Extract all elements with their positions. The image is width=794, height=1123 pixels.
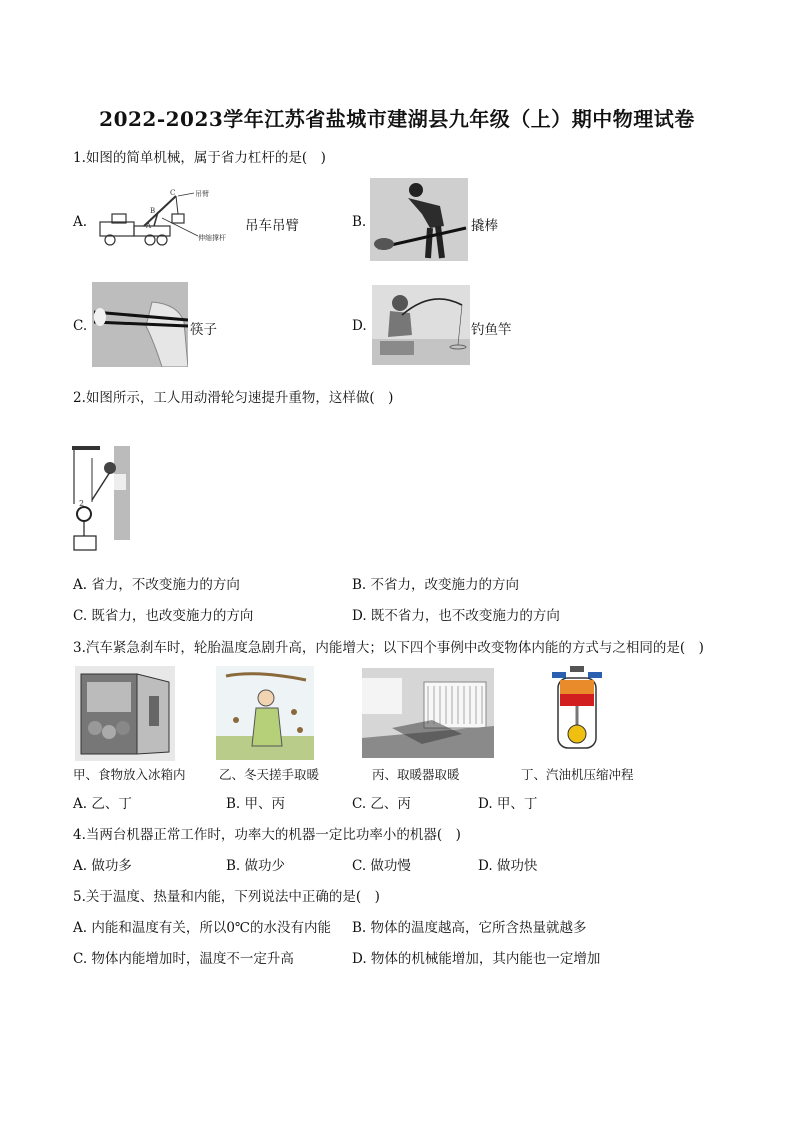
heater-photo <box>362 668 494 758</box>
q1-option-b-letter: B. <box>352 214 367 230</box>
engine-diagram <box>548 664 606 760</box>
q5-option-d: D. 物体的机械能增加，其内能也一定增加 <box>352 951 601 967</box>
q3-stem: 3.汽车紧急刹车时，轮胎温度急剧升高，内能增大；以下四个事例中改变物体内能的方式与之相同的是( ) <box>73 640 704 656</box>
q2-option-d: D. 既不省力，也不改变施力的方向 <box>352 608 560 624</box>
q5-option-b: B. 物体的温度越高，它所含热量就越多 <box>352 920 587 936</box>
exam-title: 2022-2023学年江苏省盐城市建湖县九年级（上）期中物理试卷 <box>99 107 695 131</box>
q4-option-c: C. 做功慢 <box>352 858 411 874</box>
q5-option-c: C. 物体内能增加时，温度不一定升高 <box>73 951 294 967</box>
q1-option-b-caption: 撬棒 <box>471 218 498 234</box>
crane-label-b: B <box>150 207 156 215</box>
q3-option-d: D. 甲、丁 <box>478 796 538 812</box>
q4-option-a: A. 做功多 <box>73 858 132 874</box>
q4-stem: 4.当两台机器正常工作时，功率大的机器一定比功率小的机器( ) <box>73 827 461 843</box>
q1-option-c-letter: C. <box>73 318 88 334</box>
q1-stem: 1.如图的简单机械，属于省力杠杆的是( ) <box>73 150 326 166</box>
q3-option-c: C. 乙、丙 <box>352 796 411 812</box>
q1-option-a-letter: A. <box>73 214 88 230</box>
chopsticks-photo <box>92 282 188 367</box>
crane-label-c: C <box>170 189 176 197</box>
pulley-diagram <box>70 444 132 556</box>
q2-option-a: A. 省力，不改变施力的方向 <box>73 577 240 593</box>
q1-option-c-caption: 筷子 <box>190 322 217 338</box>
q2-option-c: C. 既省力，也改变施力的方向 <box>73 608 254 624</box>
crane-label-strut: 伸缩撑杆 <box>198 234 226 242</box>
q3-option-b: B. 甲、丙 <box>226 796 286 812</box>
crane-arm-icon <box>94 186 242 252</box>
q3-caption-c: 丙、取暖器取暖 <box>372 767 460 782</box>
q4-option-b: B. 做功少 <box>226 858 286 874</box>
q3-caption-d: 丁、汽油机压缩冲程 <box>521 767 634 782</box>
crane-label-arm: 吊臂 <box>195 190 209 198</box>
q3-caption-a: 甲、食物放入冰箱内 <box>73 767 186 782</box>
crowbar-photo <box>370 178 468 261</box>
q2-stem: 2.如图所示，工人用动滑轮匀速提升重物，这样做( ) <box>73 390 394 406</box>
q1-option-a-caption: 吊车吊臂 <box>245 218 299 234</box>
rubbing-hands-photo <box>216 666 314 760</box>
q4-option-d: D. 做功快 <box>478 858 538 874</box>
q1-option-d-letter: D. <box>352 318 367 334</box>
svg-text:2: 2 <box>79 499 85 508</box>
q5-stem: 5.关于温度、热量和内能，下列说法中正确的是( ) <box>73 889 380 905</box>
fishing-rod-photo <box>372 285 470 365</box>
q5-option-a: A. 内能和温度有关，所以0℃的水没有内能 <box>73 920 332 936</box>
q3-caption-b: 乙、冬天搓手取暖 <box>219 767 320 782</box>
q1-option-d-caption: 钓鱼竿 <box>471 322 512 338</box>
q3-option-a: A. 乙、丁 <box>73 796 132 812</box>
q2-option-b: B. 不省力，改变施力的方向 <box>352 577 520 593</box>
fridge-photo <box>75 666 175 761</box>
crane-label-a: A <box>146 222 152 230</box>
